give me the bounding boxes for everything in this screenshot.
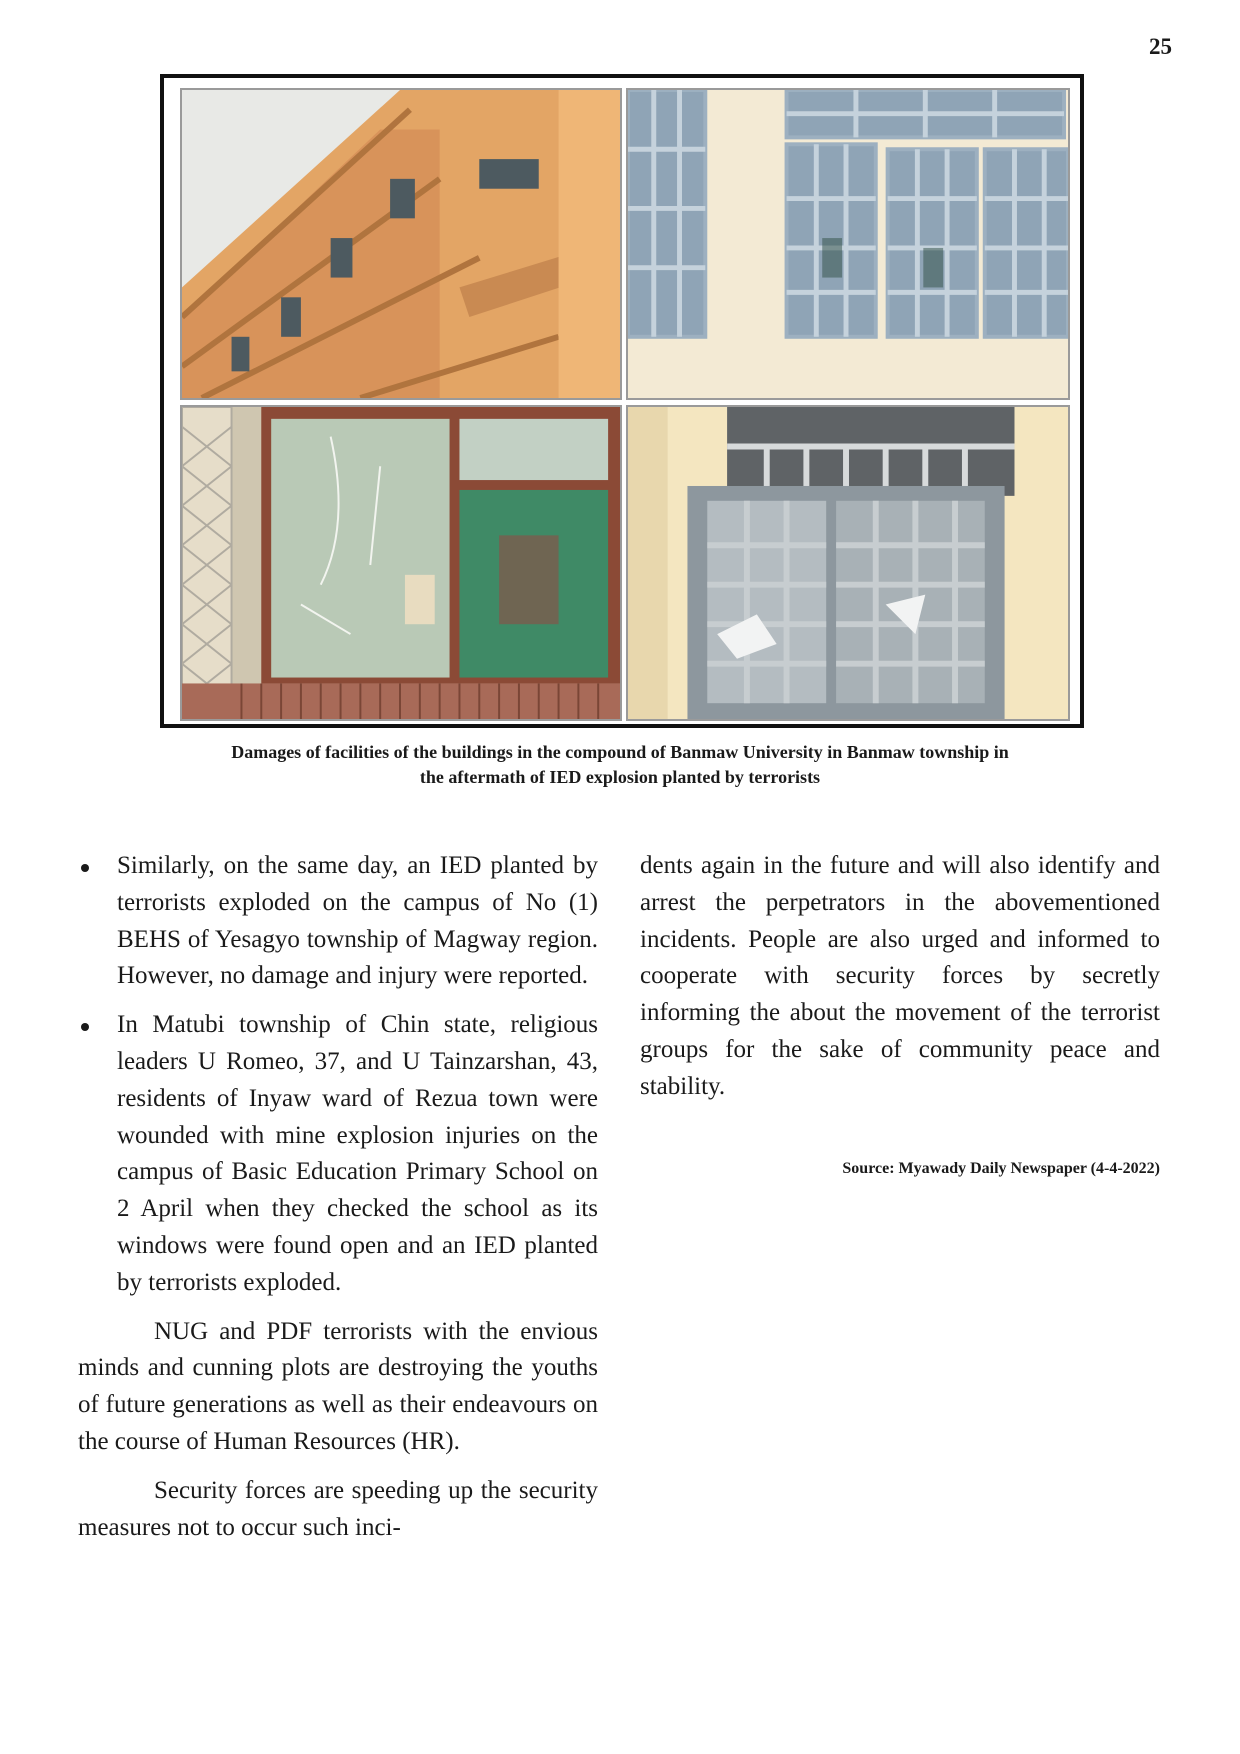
right-column (640, 848, 1160, 1180)
bullet-item (78, 848, 598, 995)
photo-collage (160, 74, 1084, 728)
building-facade-photo (180, 88, 622, 400)
bullet-item (78, 1007, 598, 1301)
figure-caption (150, 740, 1090, 790)
left-column (78, 848, 598, 1558)
body-paragraph: dents again in the future and will also identify and arrest the perpetrators in the abovementioned incidents. People are also urged and informed to cooperate with security forces by secretly informing the about the movement of the terrorist groups for the sake of community peace and stability. (640, 852, 1160, 1100)
bullet-list (78, 848, 598, 1302)
shattered-window-photo (626, 405, 1070, 721)
source-credit: Source: Myawady Daily Newspaper (4-4-2022) (842, 1159, 1160, 1177)
broken-windows-photo (626, 88, 1070, 400)
cracked-glass-photo (180, 405, 622, 721)
body-paragraph: NUG and PDF terrorists with the envious minds and cunning plots are destroying the youths of future generations as well as their endeavours on the course of Human Resources (HR). (78, 1317, 598, 1455)
bullet-text: Similarly, on the same day, an IED planted by terrorists exploded on the campus of No (1) BEHS of Yesagyo township of Magway region. However, no damage and injury were reported. (117, 852, 598, 990)
bullet-icon (81, 864, 89, 872)
bullet-icon (81, 1023, 89, 1031)
caption-line-2: the aftermath of IED explosion planted by terrorists (419, 767, 821, 787)
page-number: 25 (1149, 34, 1172, 59)
bullet-text: In Matubi township of Chin state, religious leaders U Romeo, 37, and U Tainzarshan, 43, residents of Inyaw ward of Rezua town were wounded with mine explosion injuries on the campus of Basic Education Primary School on 2 April when they checked the school as its windows were found open and an IED planted by terrorists exploded. (117, 1011, 598, 1296)
body-paragraph: Security forces are speeding up the security measures not to occur such inci- (78, 1476, 598, 1541)
caption-line-1: Damages of facilities of the buildings in the compound of Banmaw University in Banmaw township in (231, 742, 1009, 762)
